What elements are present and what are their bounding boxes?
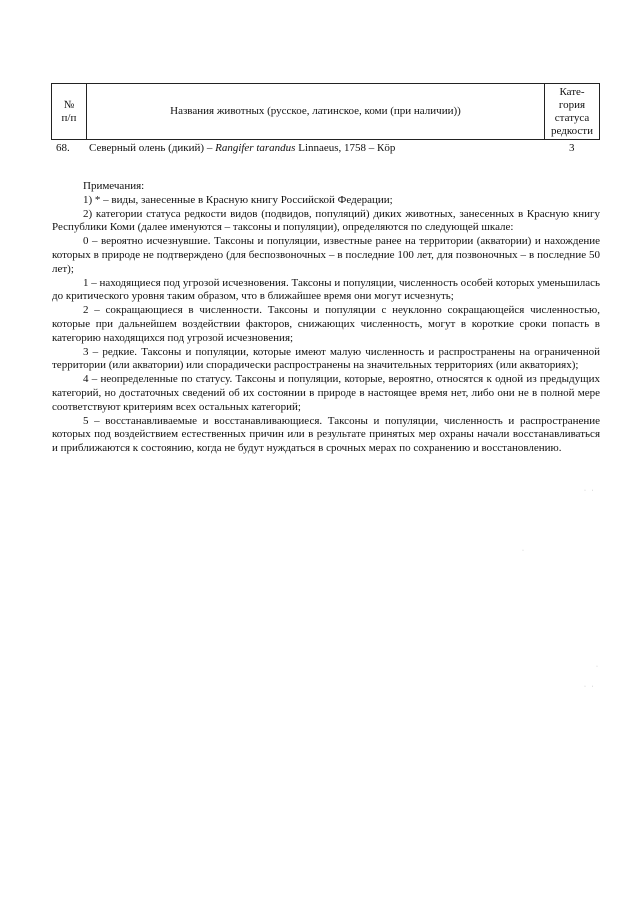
col-category-line: Кате- — [559, 85, 585, 98]
animal-name-latin: Rangifer tarandus — [215, 142, 296, 154]
header-table — [51, 83, 600, 140]
notes-section — [52, 180, 600, 456]
col-number-abbrev: п/п — [61, 111, 77, 124]
row-number: 68. — [56, 142, 70, 154]
col-category-line: редкости — [551, 124, 594, 137]
row-animal-name — [89, 141, 395, 155]
note-paragraph: 0 – вероятно исчезнувшие. Таксоны и популяции, известные ранее на территории (акватории) и нахождение которых в природе не подтверждено (для беспозвоночных – в последние 100 лет, для позвоночных – в последние 50 лет); — [52, 235, 600, 275]
note-paragraph: 3 – редкие. Таксоны и популяции, которые имеют малую численность и распространены на ограниченной территории (или акватории) или спорадически распространены на значительных территориях (или акваториях); — [52, 345, 600, 372]
note-paragraph: 1) * – виды, занесенные в Красную книгу Российской Федерации; — [83, 193, 393, 206]
note-paragraph: 2) категории статуса редкости видов (подвидов, популяций) диких животных, занесенных в Красную книгу Республики Коми (далее именуются – таксоны и популяции), определяются по следующей шкале: — [52, 207, 600, 234]
note-paragraph: 4 – неопределенные по статусу. Таксоны и популяции, которые, вероятно, относятся к одной из предыдущих категорий, но достаточных сведений об их состоянии в природе в настоящее время нет, либо они не в полной мере соответствуют критериям всех остальных категорий; — [52, 373, 600, 413]
col-category-line: гория — [558, 98, 586, 111]
scan-speck: · · — [584, 488, 596, 494]
animal-name-russian: Северный олень (дикий) – — [89, 142, 216, 154]
scan-speck: · — [596, 664, 600, 670]
col-category-header — [545, 84, 600, 140]
animal-name-author-komi: Linnaeus, 1758 – Кӧр — [295, 142, 396, 154]
notes-title: Примечания: — [83, 180, 145, 192]
scan-speck: · · — [584, 684, 596, 690]
note-paragraph: 2 – сокращающиеся в численности. Таксоны и популяции с неуклонно сокращающейся численностью, которые при дальнейшем воздействии факторов, снижающих численность, могут в короткие сроки попасть в категорию находящихся под угрозой исчезновения; — [52, 304, 600, 344]
scan-speck: · — [522, 548, 526, 554]
table-row — [51, 141, 600, 155]
note-paragraph: 5 – восстанавливаемые и восстанавливающиеся. Таксоны и популяции, численность и распространение которых под воздействием естественных причин или в результате принятых мер охраны начали восстанавливаться и приближаются к состоянию, когда не будут нуждаться в срочных мерах по сохранению и восстановлению. — [52, 414, 600, 455]
col-category-line: статуса — [554, 111, 590, 124]
col-name-header: Названия животных (русское, латинское, коми (при наличии)) — [86, 84, 544, 140]
row-category: 3 — [569, 142, 575, 154]
col-number-header — [52, 84, 87, 140]
note-paragraph: 1 – находящиеся под угрозой исчезновения. Таксоны и популяции, численность особей которых уменьшилась до критического уровня таким образом, что в ближайшее время они могут исчезнуть; — [52, 276, 600, 303]
col-number-symbol: № — [63, 98, 75, 111]
